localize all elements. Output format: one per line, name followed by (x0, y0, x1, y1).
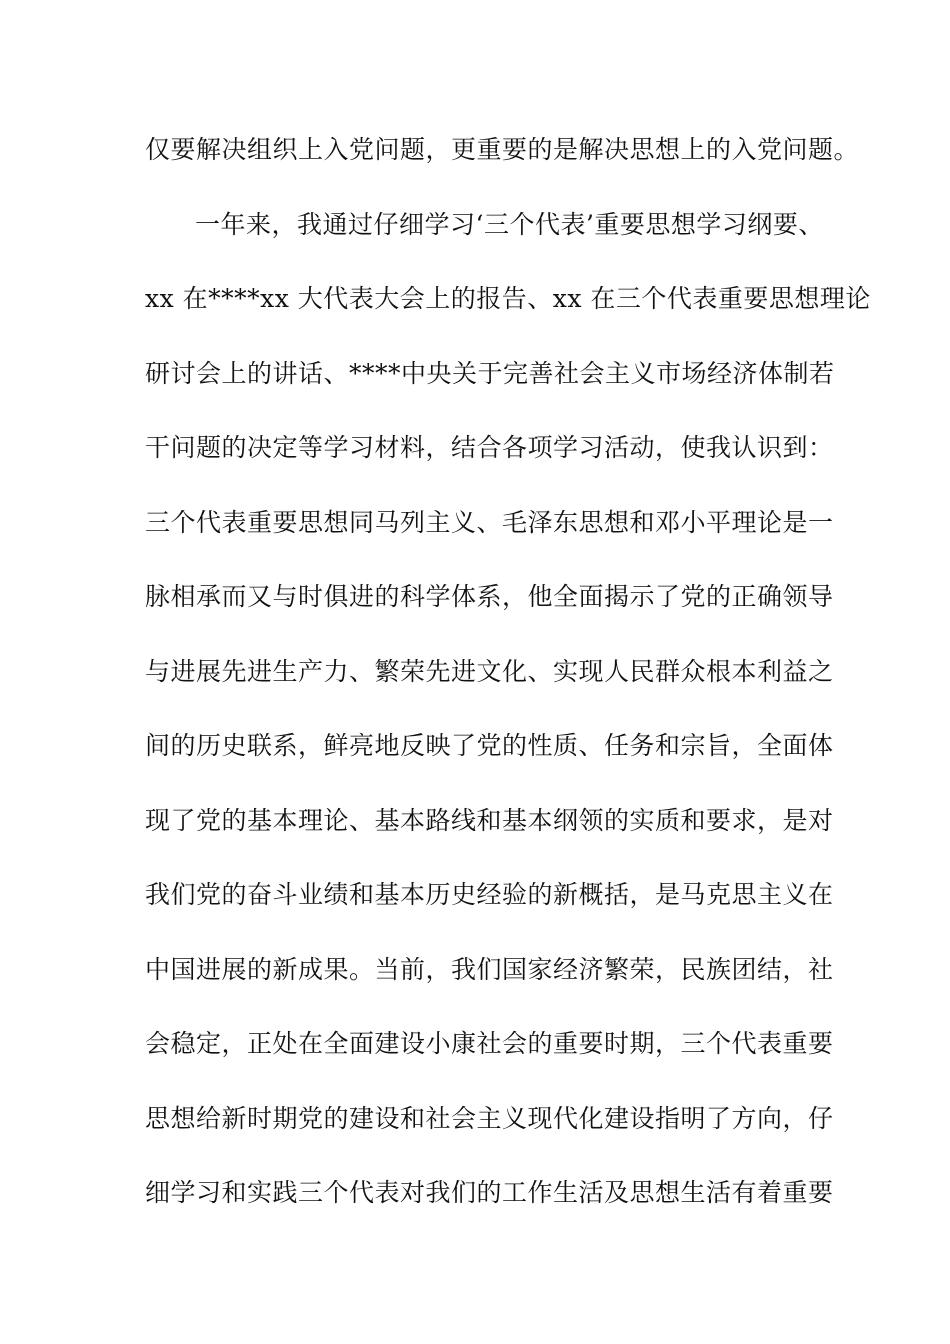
text-line: 思想给新时期党的建设和社会主义现代化建设指明了方向，仔 (145, 1103, 834, 1133)
text-line: 现了党的基本理论、基本路线和基本纲领的实质和要求，是对 (145, 805, 834, 835)
text-line: 三个代表重要思想同马列主义、毛泽东思想和邓小平理论是一 (145, 507, 834, 537)
text-line: 与进展先进生产力、繁荣先进文化、实现人民群众根本利益之 (145, 656, 834, 686)
text-line: 我们党的奋斗业绩和基本历史经验的新概括，是马克思主义在 (145, 880, 834, 909)
text-line: 研讨会上的讲话、****中央关于完善社会主义市场经济体制若 (145, 358, 835, 388)
text-line: 干问题的决定等学习材料，结合各项学习活动，使我认识到： (145, 433, 834, 462)
body-text (145, 130, 871, 1248)
text-line: 中国进展的新成果。当前，我们国家经济繁荣，民族团结，社 (145, 954, 834, 984)
text-line: 细学习和实践三个代表对我们的工作生活及思想生活有着重要 (145, 1178, 834, 1207)
text-line: 间的历史联系，鲜亮地反映了党的性质、任务和宗旨，全面体 (145, 731, 834, 760)
text-line: 会稳定，正处在全面建设小康社会的重要时期，三个代表重要 (145, 1029, 834, 1058)
text-line: 脉相承而又与时俱进的科学体系，他全面揭示了党的正确领导 (145, 582, 834, 611)
paragraph-first-line: 一年来，我通过仔细学习‘三个代表’重要思想学习纲要、 (195, 209, 824, 239)
text-line: 仅要解决组织上入党问题，更重要的是解决思想上的入党问题。 (145, 135, 860, 164)
text-line: xx 在****xx 大代表大会上的报告、xx 在三个代表重要思想理论 (145, 284, 871, 313)
